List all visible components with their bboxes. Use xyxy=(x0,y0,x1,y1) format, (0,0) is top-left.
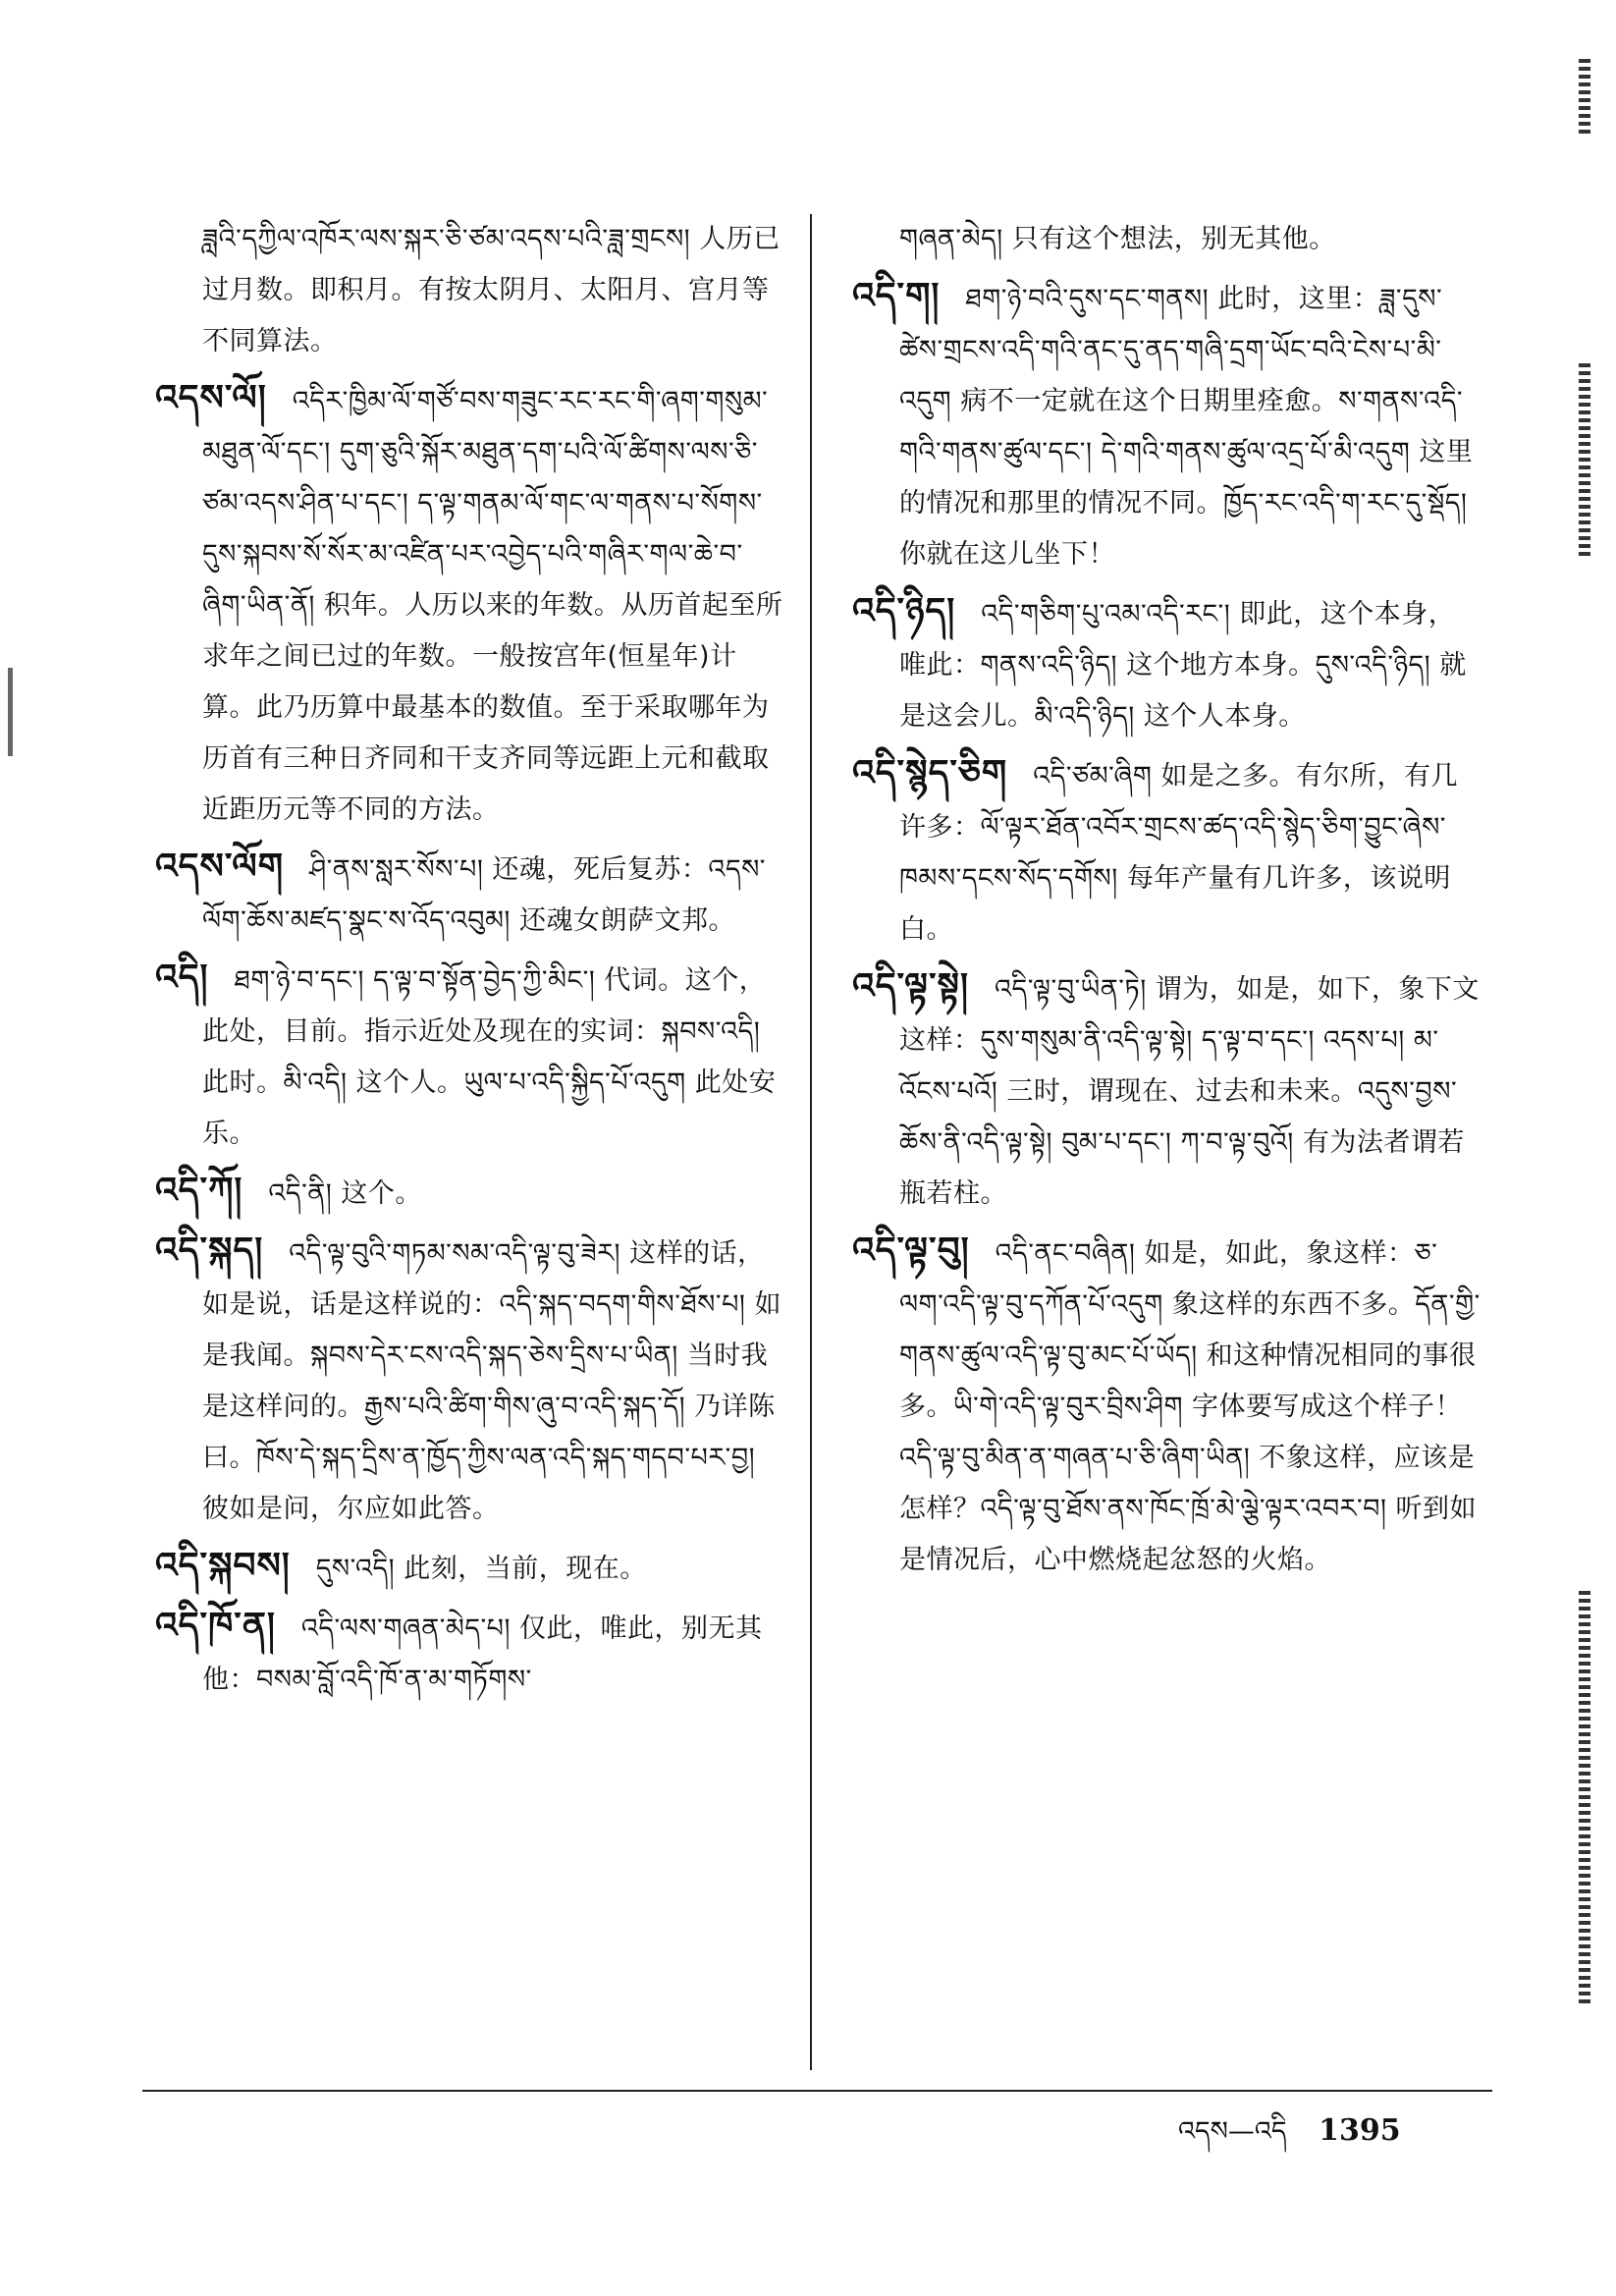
entry-text: ཐག་ཉེ་བ་དང་། ད་ལྟ་བ་སྟོན་བྱེད་ཀྱི་མིང་། 代词。这个，此处，目前。指示近处及现在的实词：སྐབས་འདི། 此时。མི་འདི། 这个人。ཡུལ་པ་འདི་སྐྱིད་པོ་འདུག 此处安乐。 xyxy=(202,965,777,1149)
entry-text: འདིར་ཁྱིམ་ལོ་གཙོ་བས་གཟུང་རང་རང་གི་ཞག་གསུམ་མཐུན་ལོ་དང་། དུག་ཅུའི་སྐོར་མཐུན་དག་པའི་ལོ་ཚིགས་ལས་ཅི་ཙམ་འདས་ཤིན་པ་དང་། ད་ལྟ་གནམ་ལོ་གང་ལ་གནས་པ་སོགས་དུས་སྐབས་སོ་སོར་མ་འཛིན་པར་འབྱེད་པའི་གཞིར་གལ་ཆེ་བ་ཞིག་ཡིན་ནོ། 积年。人历以来的年数。从历首起至所求年之间已过的年数。一般按宫年(恒星年)计算。此乃历算中最基本的数值。至于采取哪年为历首有三种日齐同和干支齐同等远距上元和截取近距历元等不同的方法。 xyxy=(202,386,783,825)
headword: འདི། xyxy=(155,957,209,998)
right-column xyxy=(852,214,1481,1592)
dictionary-entry xyxy=(852,271,1481,580)
headword: འདས་ལོ། xyxy=(155,378,267,418)
entry-text: ཐག་ཉེ་བའི་དུས་དང་གནས། 此时，这里：ཟླ་དུས་ཚེས་གྲངས་འདི་གའི་ནང་དུ་ནད་གཞི་དྲག་ཡོང་བའི་ངེས་པ་མི་འདུག 病不一定就在这个日期里痊愈。ས་གནས་འདི་གའི་གནས་ཚུལ་དང་། དེ་གའི་གནས་ཚུལ་འདྲ་པོ་མི་འདུག 这里的情况和那里的情况不同。ཁྱོད་རང་འདི་ག་རང་དུ་སྡོད། 你就在这儿坐下！ xyxy=(899,284,1474,570)
footer-rule xyxy=(142,2090,1492,2092)
dictionary-entry xyxy=(852,1226,1481,1586)
dictionary-entry xyxy=(155,1601,783,1706)
dictionary-entry xyxy=(155,1226,783,1535)
dictionary-entry xyxy=(852,214,1481,265)
dictionary-entry xyxy=(852,586,1481,742)
page-number: 1395 xyxy=(1319,2113,1401,2148)
headword: འདི་སྐབས། xyxy=(155,1546,291,1586)
scan-edge-mark xyxy=(1579,1591,1590,2003)
dictionary-entry xyxy=(155,1541,783,1595)
entry-text: འདི་ལྟ་བུ་ཡིན་ཏེ། 谓为，如是，如下，象下文这样：དུས་གསུམ་ནི་འདི་ལྟ་སྟེ། ད་ལྟ་བ་དང་། འདས་པ། མ་འོངས་པའོ། 三时，谓现在、过去和未来。འདུས་བྱས་ཆོས་ནི་འདི་ལྟ་སྟེ། བུམ་པ་དང་། ཀ་བ་ལྟ་བུའོ། 有为法者谓若瓶若柱。 xyxy=(899,974,1480,1209)
headword: འདི་ག། xyxy=(852,276,941,316)
headword: འདི་ཀོ། xyxy=(155,1171,243,1211)
page-footer xyxy=(1178,2102,1401,2176)
left-column xyxy=(155,214,783,1712)
entry-text: ཟླའི་དཀྱིལ་འཁོར་ལས་སྐར་ཅི་ཙམ་འདས་པའི་ཟླ་གྲངས། 人历已过月数。即积月。有按太阴月、太阳月、宫月等不同算法。 xyxy=(202,224,781,356)
entry-text: འདི་ཙམ་ཞིག 如是之多。有尔所，有几许多：ལོ་ལྟར་ཐོན་འབོར་གྲངས་ཚད་འདི་སྙེད་ཅིག་བྱུང་ཞེས་ཁམས་དངས་སོད་དགོས། 每年产量有几许多，该说明白。 xyxy=(899,761,1459,945)
entry-text: འདི་གཅིག་པུ་འམ་འདི་རང་། 即此，这个本身，唯此：གནས་འདི་ཉིད། 这个地方本身。དུས་འདི་ཉིད། 就是这会儿。མི་འདི་ཉིད། 这个人本身。 xyxy=(899,599,1467,732)
dictionary-entry xyxy=(155,214,783,367)
dictionary-entry xyxy=(155,842,783,947)
headword-range: འདས—འདི xyxy=(1178,2116,1287,2147)
headword: འདི་ཁོ་ན། xyxy=(155,1606,276,1646)
entry-text: འདི་ལྟ་བུའི་གཏམ་སམ་འདི་ལྟ་བུ་ཟེར། 这样的话，如是说，话是这样说的：འདི་སྐད་བདག་གིས་ཐོས་པ། 如是我闻。སྐབས་དེར་ངས་འདི་སྐད་ཅེས་དྲིས་པ་ཡིན། 当时我是这样问的。རྒྱས་པའི་ཚིག་གིས་ཞུ་བ་འདི་སྐད་དོ། 乃详陈曰。ཁོས་དེ་སྐད་དྲིས་ན་ཁྱོད་ཀྱིས་ལན་འདི་སྐད་གདབ་པར་བྱ། 彼如是问，尔应如此答。 xyxy=(202,1238,781,1524)
scan-edge-mark xyxy=(1579,363,1590,560)
dictionary-entry xyxy=(852,748,1481,956)
entry-text: འདི་ལས་གཞན་མེད་པ། 仅此，唯此，别无其他：བསམ་བློ་འདི་ཁོ་ན་མ་གཏོགས་ xyxy=(202,1613,763,1695)
entry-text: གཞན་མེད། 只有这个想法，别无其他。 xyxy=(899,224,1336,254)
scan-margin-mark xyxy=(8,668,13,756)
entry-text: འདི་ནི། 这个。 xyxy=(268,1178,422,1209)
scan-edge-mark xyxy=(1579,59,1590,137)
entry-text: འདི་ནང་བཞིན། 如是，如此，象这样：ཅ་ལག་འདི་ལྟ་བུ་དཀོན་པོ་འདུག 象这样的东西不多。དོན་གྱི་གནས་ཚུལ་འདི་ལྟ་བུ་མང་པོ་ཡོད། 和这种情况相同的事很多。ཡི་གེ་འདི་ལྟ་བུར་བྲིས་ཤིག 字体要写成这个样子！འདི་ལྟ་བུ་མིན་ན་གཞན་པ་ཅི་ཞིག་ཡིན། 不象这样，应该是怎样？འདི་ལྟ་བུ་ཐོས་ནས་ཁོང་ཁྲོ་མེ་ལྕེ་ལྟར་འབར་བ། 听到如是情况后，心中燃烧起忿怒的火焰。 xyxy=(899,1238,1481,1575)
headword: འདི་སྙེད་ཅིག xyxy=(852,753,1008,793)
dictionary-entry xyxy=(852,961,1481,1220)
headword: འདས་ལོག xyxy=(155,847,285,887)
headword: འདི་ལྟ་བུ། xyxy=(852,1230,970,1271)
headword: འདི་སྐད། xyxy=(155,1230,264,1271)
headword: འདི་ལྟ་སྟེ། xyxy=(852,966,970,1007)
entry-text: དུས་འདི། 此刻，当前，现在。 xyxy=(315,1554,647,1584)
dictionary-entry xyxy=(155,373,783,836)
column-divider xyxy=(810,214,812,2070)
headword: འདི་ཉིད། xyxy=(852,591,956,631)
dictionary-entry xyxy=(155,1166,783,1220)
entry-text: ཤི་ནས་སླར་སོས་པ། 还魂，死后复苏：འདས་ལོག་ཆོས་མཛད་སྣང་ས་འོད་འབུམ། 还魂女朗萨文邦。 xyxy=(202,854,766,936)
dictionary-entry xyxy=(155,953,783,1160)
